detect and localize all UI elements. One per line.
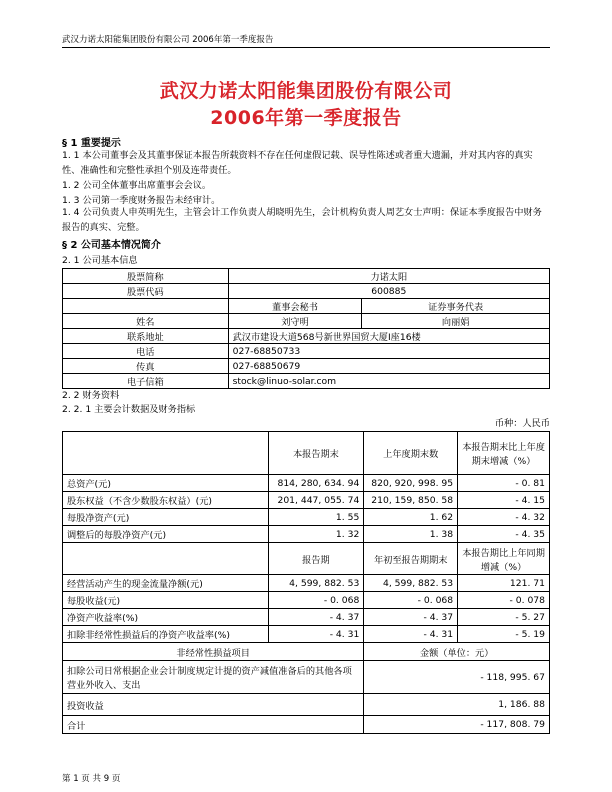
col-header-nonrecurring-items: 非经常性损益项目 (63, 643, 364, 661)
table-row (63, 344, 550, 359)
section-1-item-2: 1. 2 公司全体董事出席董事会会议。 (62, 180, 212, 191)
cell-value: - 0. 078 (458, 592, 550, 609)
table-row (63, 643, 550, 661)
table-row (63, 269, 550, 284)
cell-value: - 5. 27 (458, 609, 550, 626)
cell-value: 814, 280, 634. 94 (268, 475, 364, 492)
securities-rep-name: 向丽娟 (362, 314, 550, 329)
table-row (63, 526, 550, 543)
table-row (63, 509, 550, 526)
table-row (63, 543, 550, 575)
table-row (63, 359, 550, 374)
section-1-item-1: 1. 1 本公司董事会及其董事保证本报告所载资料不存在任何虚假记载、误导性陈述或者重大遗漏，并对其内容的真实性、准确性和完整性承担个别及连带责任。 (62, 150, 533, 176)
running-header: 武汉力诺太阳能集团股份有限公司 2006年第一季度报告 (62, 35, 274, 45)
table-row (63, 626, 550, 643)
col-header-last-year-end: 上年度期末数 (364, 432, 458, 475)
stock-name-value: 力诺太阳 (228, 269, 549, 284)
cell-value: 1. 32 (268, 526, 364, 543)
cell-value: 201, 447, 055. 74 (268, 492, 364, 509)
securities-rep-header: 证券事务代表 (362, 299, 550, 314)
table-row (63, 592, 550, 609)
col-header-yoy-change: 本报告期比上年同期增减（%） (458, 543, 550, 575)
cell-value: - 4. 37 (268, 609, 364, 626)
basic-info-table (62, 268, 550, 389)
financial-table (62, 431, 550, 734)
cell-value: - 4. 32 (458, 509, 550, 526)
table-row (63, 299, 550, 314)
col-header-period-end: 本报告期末 (268, 432, 364, 475)
table-row (63, 374, 550, 389)
section-1-heading: § 1 重要提示 (62, 138, 121, 149)
cell-value: 1. 38 (364, 526, 458, 543)
address-value: 武汉市建设大道568号新世界国贸大厦Ⅰ座16楼 (228, 329, 549, 344)
cell-value: - 4. 15 (458, 492, 550, 509)
row-label: 扣除非经常性损益后的净资产收益率(%) (63, 626, 269, 643)
cell-value: - 4. 35 (458, 526, 550, 543)
stock-code-label: 股票代码 (63, 284, 229, 299)
row-label: 合计 (63, 716, 364, 734)
address-label: 联系地址 (63, 329, 229, 344)
header-divider (62, 47, 550, 48)
cell-value: 121. 71 (458, 575, 550, 592)
phone-value: 027-68850733 (228, 344, 549, 359)
row-label: 每股收益(元) (63, 592, 269, 609)
cell-value: 1, 186. 88 (364, 694, 550, 716)
cell-value: 4, 599, 882. 53 (268, 575, 364, 592)
row-label: 总资产(元) (63, 475, 269, 492)
secretary-name: 刘守明 (228, 314, 362, 329)
cell-value: 210, 159, 850. 58 (364, 492, 458, 509)
cell-value: - 118, 995. 67 (364, 661, 550, 694)
table-row (63, 475, 550, 492)
name-label: 姓名 (63, 314, 229, 329)
cell-value: - 4. 37 (364, 609, 458, 626)
cell-value: - 117, 808. 79 (364, 716, 550, 734)
cell-value: 1. 62 (364, 509, 458, 526)
table-row (63, 284, 550, 299)
table-row (63, 314, 550, 329)
row-label: 投资收益 (63, 694, 364, 716)
table-row (63, 716, 550, 734)
section-1-item-4: 1. 4 公司负责人申英明先生，主管会计工作负责人胡晓明先生，会计机构负责人周艺女士声明：保证本季度报告中财务报告的真实、完整。 (62, 207, 542, 233)
email-value: stock@linuo-solar.com (228, 374, 549, 389)
row-label: 调整后的每股净资产(元) (63, 526, 269, 543)
phone-label: 电话 (63, 344, 229, 359)
row-label: 经营活动产生的现金流量净额(元) (63, 575, 269, 592)
row-label: 股东权益（不含少数股东权益）(元) (63, 492, 269, 509)
document-title-report: 2006年第一季度报告 (210, 107, 402, 129)
table-row (63, 575, 550, 592)
col-header-amount: 金额（单位：元） (364, 643, 550, 661)
cell-value: 4, 599, 882. 53 (364, 575, 458, 592)
fax-label: 传真 (63, 359, 229, 374)
row-label: 净资产收益率(%) (63, 609, 269, 626)
email-label: 电子信箱 (63, 374, 229, 389)
cell-value: - 0. 068 (364, 592, 458, 609)
subsection-2-2-1: 2. 2. 1 主要会计数据及财务指标 (62, 404, 196, 415)
row-label: 每股净资产(元) (63, 509, 269, 526)
cell-value: - 5. 19 (458, 626, 550, 643)
table-row (63, 432, 550, 475)
cell-value: - 4. 31 (268, 626, 364, 643)
table-row (63, 609, 550, 626)
stock-name-label: 股票简称 (63, 269, 229, 284)
document-title-company: 武汉力诺太阳能集团股份有限公司 (159, 80, 453, 102)
cell-value: - 0. 81 (458, 475, 550, 492)
col-header-ytd: 年初至报告期期末 (364, 543, 458, 575)
col-header-period: 报告期 (268, 543, 364, 575)
cell-value: 820, 920, 998. 95 (364, 475, 458, 492)
cell-value: - 4. 31 (364, 626, 458, 643)
subsection-2-1: 2. 1 公司基本信息 (62, 255, 138, 266)
stock-code-value: 600885 (228, 284, 549, 299)
page-footer: 第 1 页 共 9 页 (62, 774, 121, 784)
secretary-header: 董事会秘书 (228, 299, 362, 314)
section-1-item-3: 1. 3 公司第一季度财务报告未经审计。 (62, 195, 221, 206)
table-row (63, 492, 550, 509)
table-row (63, 329, 550, 344)
row-label: 扣除公司日常根据企业会计制度规定计提的资产减值准备后的其他各项营业外收入、支出 (63, 661, 364, 694)
cell-value: - 0. 068 (268, 592, 364, 609)
section-2-heading: § 2 公司基本情况简介 (62, 240, 161, 251)
col-header-change-pct: 本报告期末比上年度期末增减（%） (458, 432, 550, 475)
fax-value: 027-68850679 (228, 359, 549, 374)
cell-value: 1. 55 (268, 509, 364, 526)
table-row (63, 694, 550, 716)
currency-note: 币种：人民币 (494, 418, 550, 429)
table-row (63, 661, 550, 694)
subsection-2-2: 2. 2 财务资料 (62, 390, 120, 401)
